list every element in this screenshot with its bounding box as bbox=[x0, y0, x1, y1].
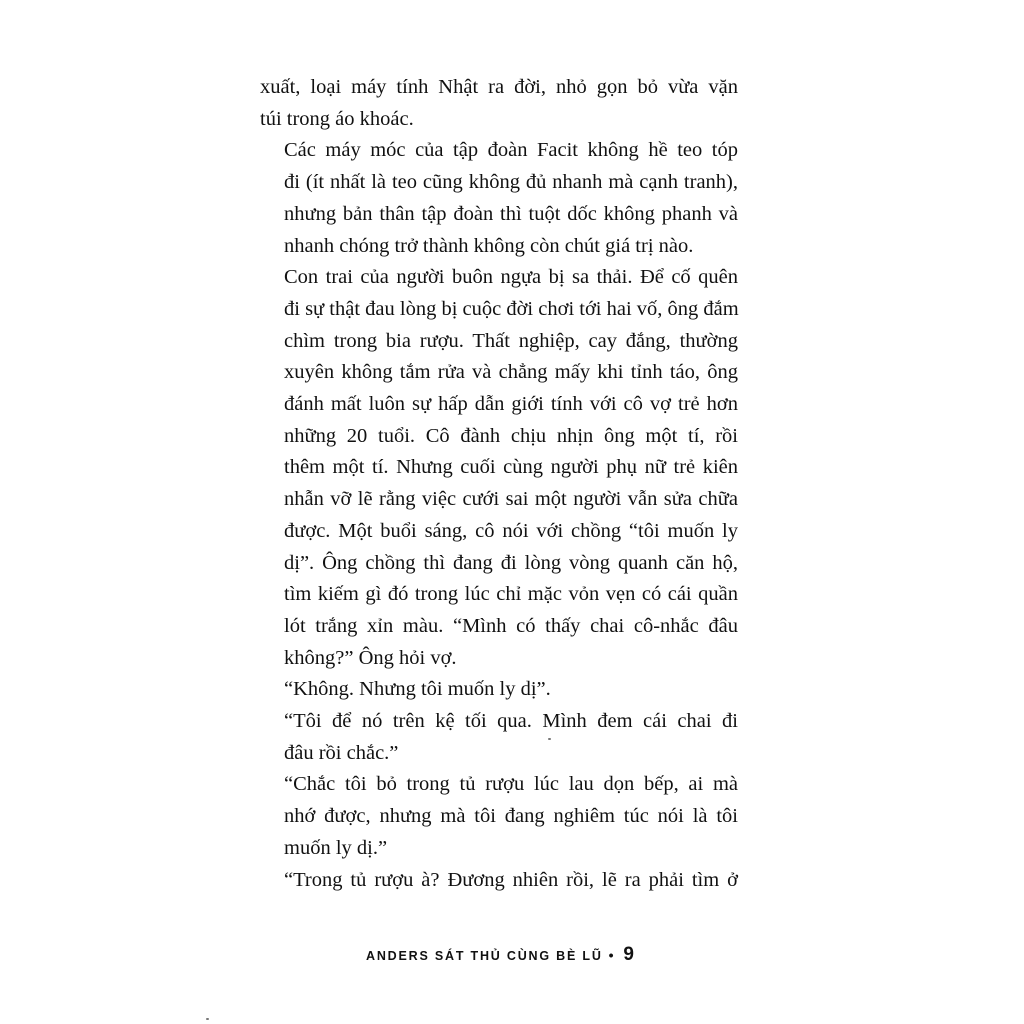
text-line: đâu rồi chắc.” bbox=[284, 741, 399, 764]
running-title: ANDERS SÁT THỦ CÙNG BÈ LŨ bbox=[366, 949, 603, 963]
text-line: lót trắng xỉn màu. “Mình có thấy chai cô-nhắc đâu bbox=[284, 614, 738, 637]
paragraph bbox=[260, 865, 738, 897]
page-footer bbox=[366, 944, 634, 966]
text-line: được. Một buổi sáng, cô nói với chồng “tôi muốn ly bbox=[284, 519, 738, 542]
paragraph bbox=[260, 262, 738, 674]
text-line: đánh mất luôn sự hấp dẫn giới tính với cô vợ trẻ hơn bbox=[284, 393, 738, 416]
paragraph bbox=[260, 674, 738, 706]
footer-separator: • bbox=[608, 947, 616, 963]
text-line: không?” Ông hỏi vợ. bbox=[284, 646, 457, 669]
body-text bbox=[260, 72, 738, 896]
paper-speck bbox=[548, 738, 551, 740]
text-line: chìm trong bia rượu. Thất nghiệp, cay đắng, thường bbox=[284, 329, 738, 352]
text-line: những 20 tuổi. Cô đành chịu nhịn ông một tí, rồi bbox=[284, 424, 738, 447]
paragraph bbox=[260, 769, 738, 864]
text-line: xuất, loại máy tính Nhật ra đời, nhỏ gọn bỏ vừa vặn bbox=[260, 76, 738, 98]
paragraph bbox=[260, 72, 738, 135]
text-line: túi trong áo khoác. bbox=[260, 107, 414, 130]
text-line: đi (ít nhất là teo cũng không đủ nhanh mà cạnh tranh), bbox=[284, 171, 738, 194]
text-line: nhớ được, nhưng mà tôi đang nghiêm túc nói là tôi bbox=[284, 805, 738, 828]
paragraph bbox=[260, 706, 738, 769]
text-line: nhưng bản thân tập đoàn thì tuột dốc không phanh và bbox=[284, 202, 738, 225]
text-line: muốn ly dị.” bbox=[284, 836, 388, 859]
text-line: tìm kiếm gì đó trong lúc chỉ mặc vỏn vẹn có cái quần bbox=[284, 583, 738, 606]
page-number: 9 bbox=[623, 944, 634, 965]
text-line: nhẫn vỡ lẽ rằng việc cưới sai một người vẫn sửa chữa bbox=[284, 488, 738, 511]
text-line: “Trong tủ rượu à? Đương nhiên rồi, lẽ ra phải tìm ở bbox=[284, 868, 738, 891]
text-line: đi sự thật đau lòng bị cuộc đời chơi tới hai vố, ông đắm bbox=[284, 297, 739, 320]
text-line: xuyên không tắm rửa và chẳng mấy khi tỉnh táo, ông bbox=[284, 361, 738, 384]
text-line: “Chắc tôi bỏ trong tủ rượu lúc lau dọn bếp, ai mà bbox=[284, 773, 738, 796]
text-line: thêm một tí. Nhưng cuối cùng người phụ nữ trẻ kiên bbox=[284, 456, 738, 479]
text-line: “Không. Nhưng tôi muốn ly dị”. bbox=[284, 678, 551, 701]
text-line: dị”. Ông chồng thì đang đi lòng vòng quanh căn hộ, bbox=[284, 551, 738, 574]
paragraph bbox=[260, 135, 738, 262]
text-line: “Tôi để nó trên kệ tối qua. Mình đem cái chai đi bbox=[284, 710, 738, 733]
paper-speck bbox=[206, 1018, 209, 1020]
text-line: Con trai của người buôn ngựa bị sa thải. Để cố quên bbox=[284, 266, 738, 289]
text-line: nhanh chóng trở thành không còn chút giá trị nào. bbox=[284, 234, 694, 257]
text-line: Các máy móc của tập đoàn Facit không hề teo tóp bbox=[284, 139, 738, 162]
